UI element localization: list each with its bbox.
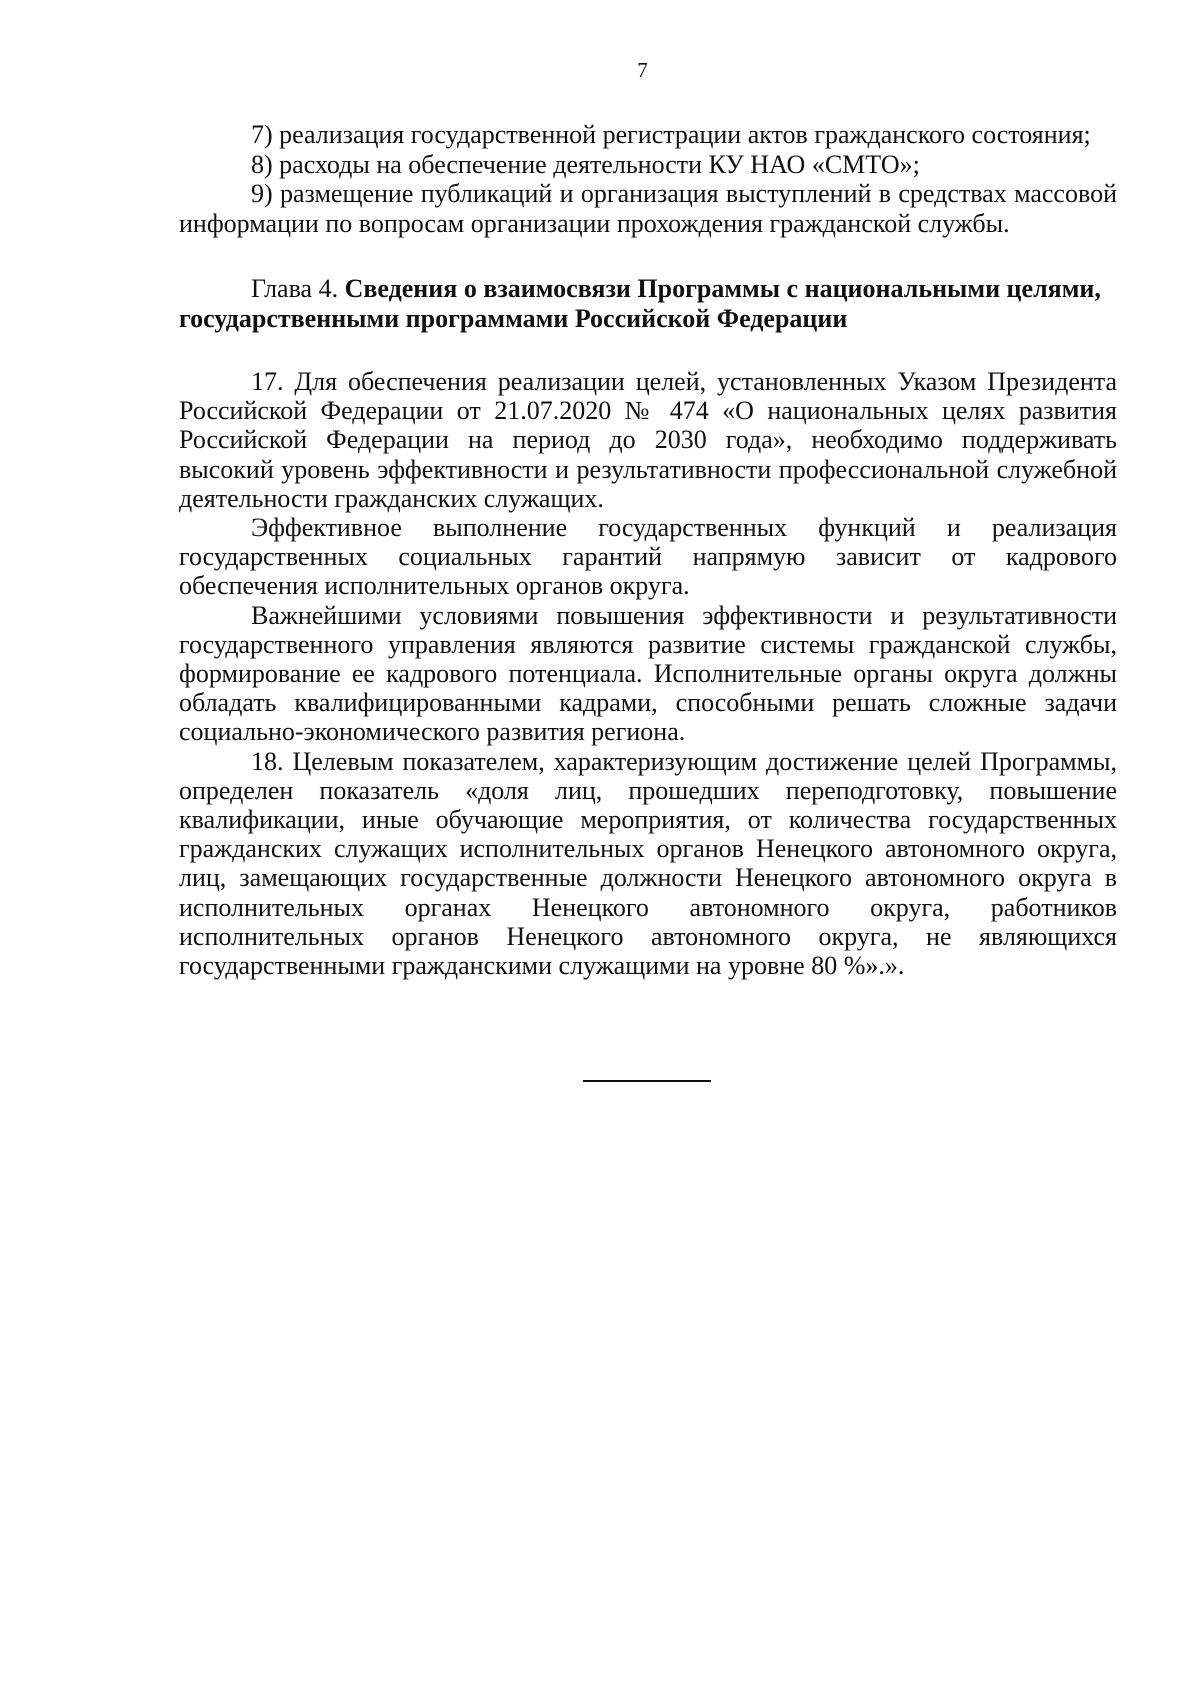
list-item: 7) реализация государственной регистрации актов гражданского состояния; xyxy=(251,120,1091,149)
paragraph: 18. Целевым показателем, характеризующим достижение целей Программы, определен показатель «доля лиц, прошедших переподготовку, повышение квалификации, иные обучающие мероприятия, от количества государственных гражданских служащих исполнительных органов Ненецкого автономного округа, лиц, замещающих государственные должности Ненецкого автономного округа в исполнительных органах Ненецкого автономного округа, работников исполнительных органов Ненецкого автономного округа, не являющихся государственными гражданскими служащими на уровне 80 %».». xyxy=(179,746,1117,981)
paragraph: Важнейшими условиями повышения эффективности и результативности государственного управления являются развитие системы гражданской службы, формирование ее кадрового потенциала. Исполнительные органы округа должны обладать квалифицированными кадрами, способными решать сложные задачи социально-экономического развития региона. xyxy=(179,600,1117,747)
list-item: 9) размещение публикаций и организация выступлений в средствах массовой информации по вопросам организации прохождения гражданской службы. xyxy=(179,179,1117,238)
end-separator-line xyxy=(583,1080,711,1082)
paragraph: Эффективное выполнение государственных функций и реализация государственных социальных гарантий напрямую зависит от кадрового обеспечения исполнительных органов округа. xyxy=(179,513,1117,601)
list-item: 8) расходы на обеспечение деятельности КУ НАО «СМТО»; xyxy=(251,149,920,179)
chapter-label: Глава 4. xyxy=(251,274,339,303)
chapter-heading xyxy=(179,274,1117,334)
document-body xyxy=(179,120,1117,980)
chapter-body xyxy=(179,367,1117,980)
chapter-title: Сведения о взаимосвязи Программы с национальными целями, государственными программами Российской Федерации xyxy=(179,274,1101,333)
list-items xyxy=(179,120,1117,238)
page-number: 7 xyxy=(637,58,648,82)
paragraph: 17. Для обеспечения реализации целей, установленных Указом Президента Российской Федерации от 21.07.2020 № 474 «О национальных целях развития Российской Федерации на период до 2030 года», необходимо поддерживать высокий уровень эффективности и результативности профессиональной служебной деятельности гражданских служащих. xyxy=(179,367,1117,513)
